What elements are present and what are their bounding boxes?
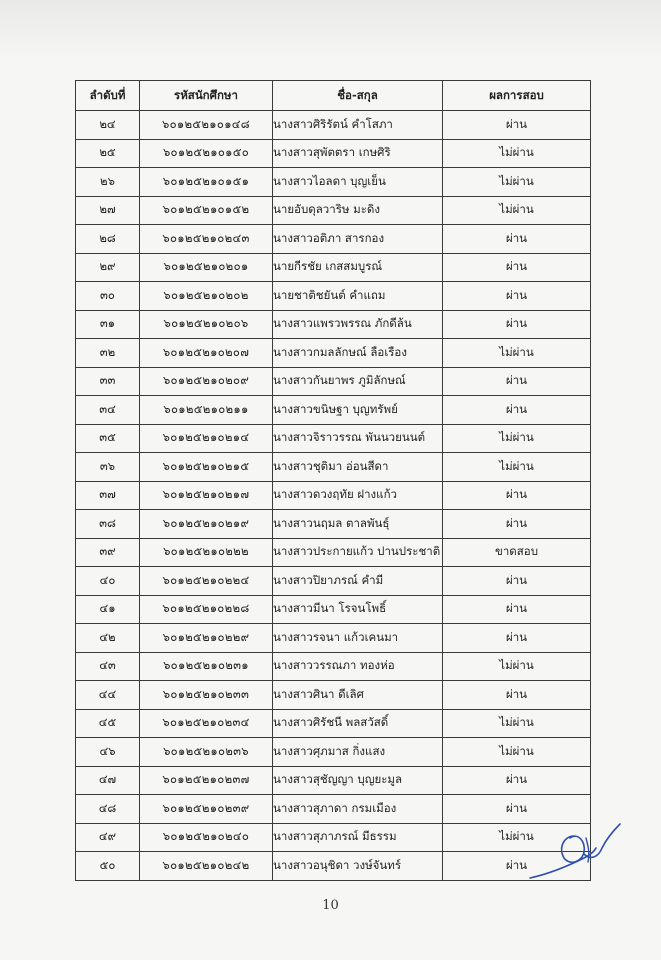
table-row [76,795,591,824]
header-result: ผลการสอบ [443,81,591,111]
table-row [76,852,591,881]
exam-result: ไม่ผ่าน [443,738,591,767]
student-id: ๖๐๑๒๕๒๑๐๒๔๐ [140,823,273,852]
student-name: นางสาวอนุชิดา วงษ์จันทร์ [273,852,443,881]
student-id: ๖๐๑๒๕๒๑๐๒๑๕ [140,453,273,482]
student-name: นางสาวสุพัตตรา เกษศิริ [273,139,443,168]
row-number: ๔๗ [76,766,140,795]
table-row [76,538,591,567]
row-number: ๕๐ [76,852,140,881]
row-number: ๓๐ [76,282,140,311]
student-name: นางสาวศินา ดีเลิศ [273,681,443,710]
results-table [75,80,591,881]
exam-result: ไม่ผ่าน [443,453,591,482]
exam-result: ผ่าน [443,595,591,624]
row-number: ๓๘ [76,510,140,539]
row-number: ๒๙ [76,253,140,282]
header-no: ลำดับที่ [76,81,140,111]
student-id: ๖๐๑๒๕๒๑๐๒๐๑ [140,253,273,282]
table-row [76,481,591,510]
row-number: ๔๔ [76,681,140,710]
row-number: ๔๓ [76,652,140,681]
header-name: ชื่อ-สกุล [273,81,443,111]
student-name: นางสาวศิรัชนี พลสวัสดิ์ [273,709,443,738]
student-name: นางสาววรรณภา ทองห่อ [273,652,443,681]
student-name: นายกีรชัย เกสสมบูรณ์ [273,253,443,282]
student-id: ๖๐๑๒๕๒๑๐๒๔๒ [140,852,273,881]
student-name: นางสาวขนิษฐา บุญทรัพย์ [273,396,443,425]
exam-result: ผ่าน [443,681,591,710]
row-number: ๓๒ [76,339,140,368]
exam-result: ไม่ผ่าน [443,709,591,738]
exam-result: ผ่าน [443,367,591,396]
row-number: ๓๑ [76,310,140,339]
signature-mark [528,818,624,886]
table-body [76,111,591,881]
row-number: ๒๖ [76,168,140,197]
student-name: นางสาวสุชัญญา บุญยะมูล [273,766,443,795]
exam-result: ผ่าน [443,253,591,282]
student-name: นางสาวปิยาภรณ์ คำมี [273,567,443,596]
exam-result: ไม่ผ่าน [443,424,591,453]
student-name: นางสาวกมลลักษณ์ ลือเรือง [273,339,443,368]
table-row [76,652,591,681]
student-id: ๖๐๑๒๕๒๑๐๒๓๑ [140,652,273,681]
row-number: ๔๘ [76,795,140,824]
table-row [76,738,591,767]
page-number: 10 [322,898,339,913]
table-row [76,396,591,425]
exam-result: ไม่ผ่าน [443,196,591,225]
row-number: ๓๙ [76,538,140,567]
student-id: ๖๐๑๒๕๒๑๐๒๐๙ [140,367,273,396]
student-id: ๖๐๑๒๕๒๑๐๒๒๒ [140,538,273,567]
student-id: ๖๐๑๒๕๒๑๐๒๔๓ [140,225,273,254]
table-row [76,282,591,311]
student-name: นางสาวกันยาพร ภูมิลักษณ์ [273,367,443,396]
student-name: นางสาวอติภา สารกอง [273,225,443,254]
student-name: นางสาวศิริรัตน์ คำโสภา [273,111,443,140]
table-row [76,139,591,168]
row-number: ๔๙ [76,823,140,852]
student-name: นางสาวศุภมาส กิ่งแสง [273,738,443,767]
student-name: นางสาวดวงฤทัย ฝางแก้ว [273,481,443,510]
table-row [76,111,591,140]
exam-result: ไม่ผ่าน [443,139,591,168]
student-name: นางสาวมีนา โรจนโพธิ์ [273,595,443,624]
table-row [76,681,591,710]
row-number: ๔๐ [76,567,140,596]
row-number: ๔๖ [76,738,140,767]
student-id: ๖๐๑๒๕๒๑๐๑๕๒ [140,196,273,225]
student-id: ๖๐๑๒๕๒๑๐๑๕๑ [140,168,273,197]
student-name: นางสาวรจนา แก้วเคนมา [273,624,443,653]
row-number: ๓๗ [76,481,140,510]
exam-result: ผ่าน [443,111,591,140]
row-number: ๒๗ [76,196,140,225]
exam-result: ผ่าน [443,282,591,311]
exam-result: ผ่าน [443,225,591,254]
row-number: ๒๕ [76,139,140,168]
exam-result: ผ่าน [443,310,591,339]
row-number: ๓๔ [76,396,140,425]
table-row [76,567,591,596]
student-name: นางสาวประกายแก้ว ปานประชาติ [273,538,443,567]
student-id: ๖๐๑๒๕๒๑๐๒๓๖ [140,738,273,767]
exam-result: ผ่าน [443,852,591,881]
page-header-shadow [0,0,661,60]
student-id: ๖๐๑๒๕๒๑๐๒๐๗ [140,339,273,368]
table-header-row [76,81,591,111]
row-number: ๔๕ [76,709,140,738]
row-number: ๒๔ [76,111,140,140]
student-name: นายชาติชยันต์ คำแถม [273,282,443,311]
table-row [76,624,591,653]
student-id: ๖๐๑๒๕๒๑๐๒๑๗ [140,481,273,510]
student-id: ๖๐๑๒๕๒๑๐๒๓๗ [140,766,273,795]
student-id: ๖๐๑๒๕๒๑๐๑๕๐ [140,139,273,168]
exam-result: ผ่าน [443,396,591,425]
exam-result: ขาดสอบ [443,538,591,567]
student-id: ๖๐๑๒๕๒๑๐๒๑๔ [140,424,273,453]
row-number: ๓๖ [76,453,140,482]
student-name: นางสาวจิราวรรณ พันนวยนนต์ [273,424,443,453]
header-student-id: รหัสนักศึกษา [140,81,273,111]
table-row [76,196,591,225]
student-id: ๖๐๑๒๕๒๑๐๒๐๖ [140,310,273,339]
table-row [76,823,591,852]
student-id: ๖๐๑๒๕๒๑๐๒๑๑ [140,396,273,425]
table-row [76,595,591,624]
student-id: ๖๐๑๒๕๒๑๐๒๑๙ [140,510,273,539]
row-number: ๔๒ [76,624,140,653]
student-id: ๖๐๑๒๕๒๑๐๒๓๔ [140,709,273,738]
student-name: นางสาวสุภาดา กรมเมือง [273,795,443,824]
row-number: ๒๘ [76,225,140,254]
student-name: นางสาวไอลดา บุญเย็น [273,168,443,197]
table-row [76,225,591,254]
student-id: ๖๐๑๒๕๒๑๐๒๐๒ [140,282,273,311]
table-row [76,424,591,453]
exam-result: ผ่าน [443,481,591,510]
exam-result: ผ่าน [443,766,591,795]
exam-result: ผ่าน [443,624,591,653]
student-name: นางสาวนฤมล ตาลพันธุ์ [273,510,443,539]
exam-result: ผ่าน [443,795,591,824]
table-row [76,510,591,539]
exam-result: ไม่ผ่าน [443,168,591,197]
exam-result: ไม่ผ่าน [443,339,591,368]
table-row [76,310,591,339]
student-id: ๖๐๑๒๕๒๑๐๒๓๙ [140,795,273,824]
table-row [76,168,591,197]
table-row [76,709,591,738]
table-row [76,453,591,482]
student-name: นางสาวชุติมา อ่อนสีดา [273,453,443,482]
exam-result: ไม่ผ่าน [443,823,591,852]
student-name: นางสาวสุภาภรณ์ มีธรรม [273,823,443,852]
student-id: ๖๐๑๒๕๒๑๐๒๒๙ [140,624,273,653]
exam-result: ผ่าน [443,567,591,596]
student-id: ๖๐๑๒๕๒๑๐๒๒๔ [140,567,273,596]
student-id: ๖๐๑๒๕๒๑๐๑๔๘ [140,111,273,140]
table-row [76,339,591,368]
student-name: นายอับดุลวาริษ มะดิง [273,196,443,225]
row-number: ๔๑ [76,595,140,624]
table-row [76,766,591,795]
exam-result: ไม่ผ่าน [443,652,591,681]
row-number: ๓๓ [76,367,140,396]
student-name: นางสาวแพรวพรรณ ภักดีล้น [273,310,443,339]
student-id: ๖๐๑๒๕๒๑๐๒๓๓ [140,681,273,710]
exam-result: ผ่าน [443,510,591,539]
table-row [76,367,591,396]
student-id: ๖๐๑๒๕๒๑๐๒๒๘ [140,595,273,624]
table-row [76,253,591,282]
row-number: ๓๕ [76,424,140,453]
